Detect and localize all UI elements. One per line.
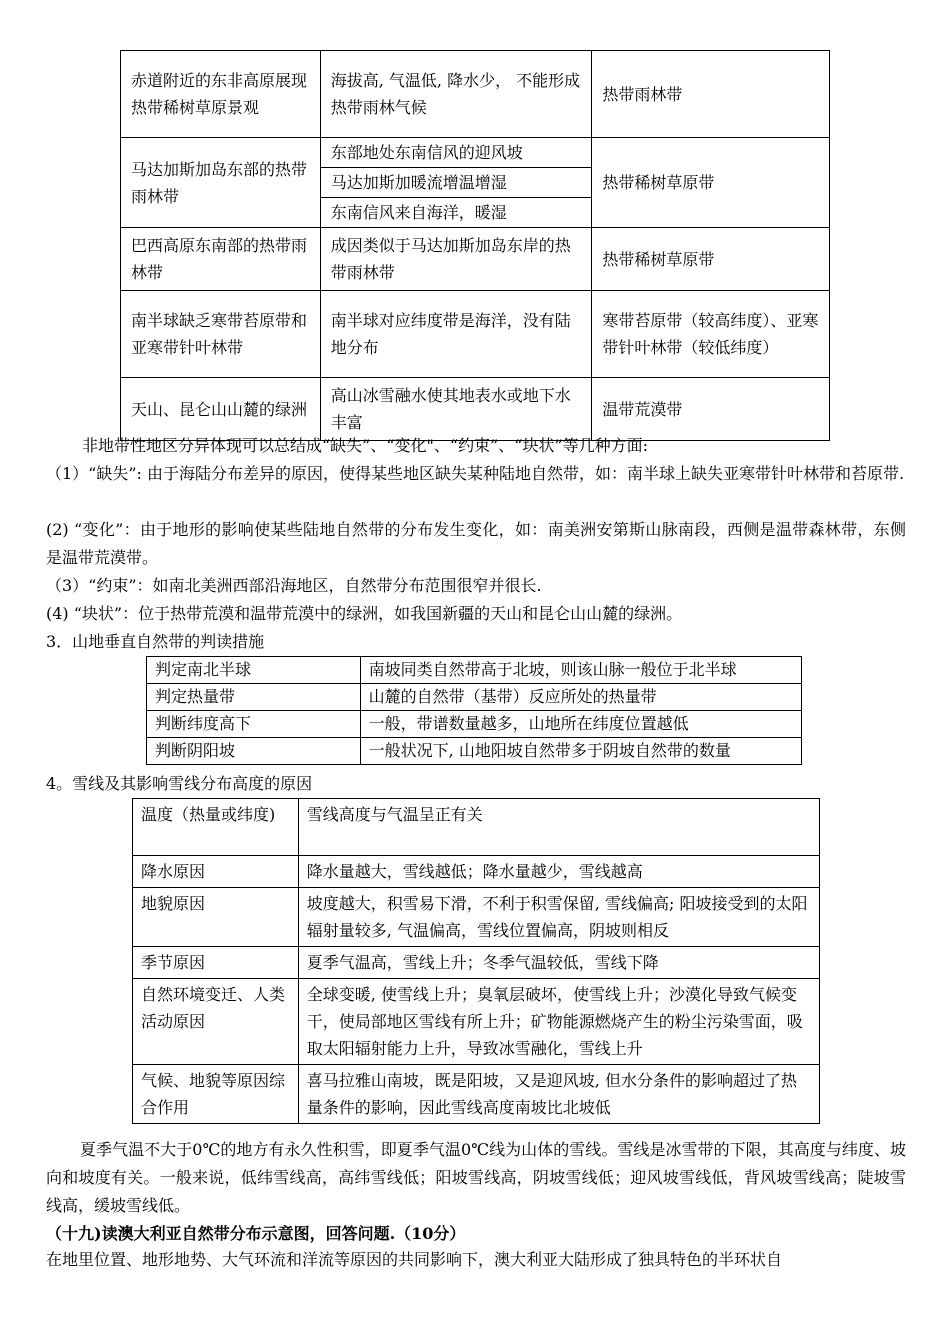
table-row xyxy=(133,947,820,979)
table-cell: 高山冰雪融水使其地表水或地下水丰富 xyxy=(320,378,592,441)
point-3: （3）“约束”：如南北美洲西部沿海地区，自然带分布范围很窄并很长. xyxy=(46,576,542,595)
table-cell: 自然环境变迁、人类活动原因 xyxy=(133,979,299,1065)
table-cell: 马达加斯加暖流增温增湿 xyxy=(320,168,592,198)
table-cell: 南半球对应纬度带是海洋，没有陆地分布 xyxy=(320,291,592,378)
table-cell: 气候、地貌等原因综合作用 xyxy=(133,1065,299,1124)
intro-line: 非地带性地区分异体现可以总结成“缺失”、“变化"、“约束”、“块状”等几种方面: xyxy=(82,436,649,455)
table-cell: 降水原因 xyxy=(133,856,299,888)
table-cell: 喜马拉雅山南坡，既是阳坡，又是迎风坡, 但水分条件的影响超过了热量条件的影响，因此雪线高度南坡比北坡低 xyxy=(298,1065,819,1124)
table-cell: 南坡同类自然带高于北坡，则该山脉一般位于北半球 xyxy=(360,657,801,684)
table-row xyxy=(121,51,830,138)
table-cell: 热带稀树草原带 xyxy=(592,228,830,291)
table-cell: 温带荒漠带 xyxy=(592,378,830,441)
table-row xyxy=(121,138,830,168)
vertical-zonation-table xyxy=(146,656,802,765)
table-cell: 成因类似于马达加斯加岛东岸的热带雨林带 xyxy=(320,228,592,291)
point-4: (4) “块状”：位于热带荒漠和温带荒漠中的绿洲，如我国新疆的天山和昆仑山山麓的绿洲。 xyxy=(46,604,683,623)
table-row xyxy=(121,228,830,291)
table-cell: 东南信风来自海洋，暖湿 xyxy=(320,198,592,228)
table-cell: 地貌原因 xyxy=(133,888,299,947)
table-cell: 降水量越大，雪线越低；降水量越少，雪线越高 xyxy=(298,856,819,888)
snowline-paragraph: 夏季气温不大于0℃的地方有永久性积雪，即夏季气温0℃线为山体的雪线。雪线是冰雪带的下限，其高度与纬度、坡向和坡度有关。一般来说，低纬雪线高，高纬雪线低；阳坡雪线高，阴坡雪线低；迎风坡雪线低，背风坡雪线高；陡坡雪线高，缓坡雪线低。 xyxy=(46,1140,906,1215)
table-cell: 热带稀树草原带 xyxy=(592,138,830,228)
table-cell: 东部地处东南信风的迎风坡 xyxy=(320,138,592,168)
table-cell: 寒带苔原带（较高纬度）、亚寒带针叶林带（较低纬度） xyxy=(592,291,830,378)
table-cell: 全球变暖, 使雪线上升；臭氧层破坏，使雪线上升；沙漠化导致气候变干，使局部地区雪线有所上升；矿物能源燃烧产生的粉尘污染雪面，吸取太阳辐射能力上升，导致冰雪融化，雪线上升 xyxy=(298,979,819,1065)
table-cell: 巴西高原东南部的热带雨林带 xyxy=(121,228,321,291)
table-cell: 一般状况下, 山地阳坡自然带多于阴坡自然带的数量 xyxy=(360,738,801,765)
table-row xyxy=(121,291,830,378)
table-cell: 雪线高度与气温呈正有关 xyxy=(298,799,819,856)
table-cell: 天山、昆仑山山麓的绿洲 xyxy=(121,378,321,441)
table-cell: 夏季气温高，雪线上升；冬季气温较低，雪线下降 xyxy=(298,947,819,979)
point-1: （1）“缺失”: 由于海陆分布差异的原因，使得某些地区缺失某种陆地自然带，如：南半球上缺失亚寒带针叶林带和苔原带. xyxy=(46,464,905,483)
table-cell: 山麓的自然带（基带）反应所处的热量带 xyxy=(360,684,801,711)
table-cell: 判定南北半球 xyxy=(147,657,361,684)
table-row xyxy=(133,979,820,1065)
section-3-title: 3．山地垂直自然带的判读措施 xyxy=(46,632,265,651)
table-cell: 热带雨林带 xyxy=(592,51,830,138)
section-4-title: 4。雪线及其影响雪线分布高度的原因 xyxy=(46,774,313,793)
question-text: 在地里位置、地形地势、大气环流和洋流等原因的共同影响下，澳大利亚大陆形成了独具特色的半环状自 xyxy=(46,1250,783,1269)
table-cell: 坡度越大，积雪易下滑，不利于积雪保留, 雪线偏高; 阳坡接受到的太阳辐射量较多, 气温偏高，雪线位置偏高，阴坡则相反 xyxy=(298,888,819,947)
table-cell: 一般，带谱数量越多，山地所在纬度位置越低 xyxy=(360,711,801,738)
table-cell: 马达加斯加岛东部的热带雨林带 xyxy=(121,138,321,228)
table-cell: 季节原因 xyxy=(133,947,299,979)
table-row xyxy=(147,657,802,684)
table-row xyxy=(133,888,820,947)
snowline-table xyxy=(132,798,820,1124)
table-cell: 南半球缺乏寒带苔原带和亚寒带针叶林带 xyxy=(121,291,321,378)
table-cell: 判定热量带 xyxy=(147,684,361,711)
table-cell: 海拔高, 气温低, 降水少， 不能形成热带雨林气候 xyxy=(320,51,592,138)
nonzonal-table xyxy=(120,50,830,441)
table-cell: 温度（热量或纬度) xyxy=(133,799,299,856)
table-row xyxy=(133,1065,820,1124)
table-row xyxy=(147,684,802,711)
table-row xyxy=(147,711,802,738)
table-cell: 判断阴阳坡 xyxy=(147,738,361,765)
table-row xyxy=(147,738,802,765)
point-2: (2) “变化”：由于地形的影响使某些陆地自然带的分布发生变化，如：南美洲安第斯山脉南段，西侧是温带森林带，东侧是温带荒漠带。 xyxy=(46,520,906,567)
table-cell: 赤道附近的东非高原展现热带稀树草原景观 xyxy=(121,51,321,138)
question-title: （十九)读澳大利亚自然带分布示意图，回答问题.（10分） xyxy=(46,1224,466,1243)
table-row xyxy=(133,799,820,856)
table-row xyxy=(133,856,820,888)
table-cell: 判断纬度高下 xyxy=(147,711,361,738)
